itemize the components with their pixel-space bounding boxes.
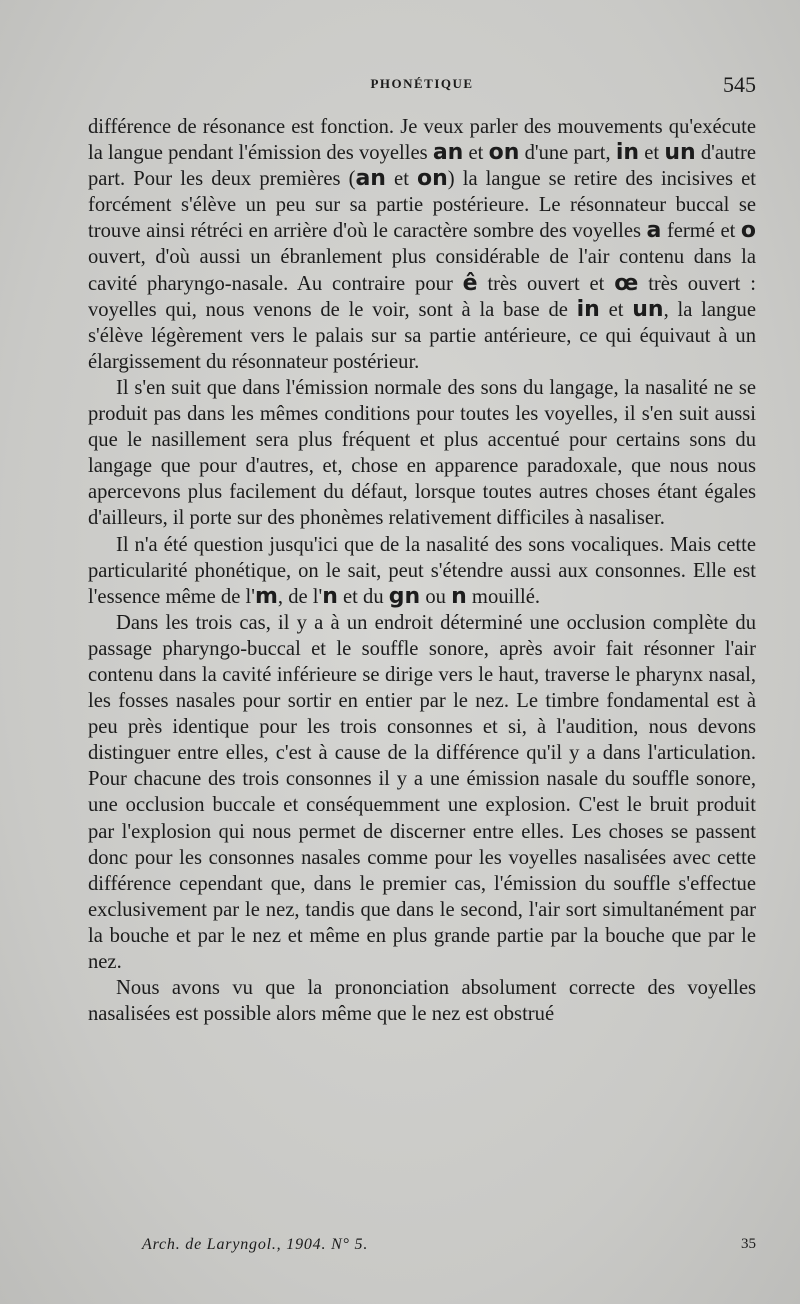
text-run: , de l' (277, 585, 323, 608)
paragraph (88, 114, 756, 375)
running-title: PHONÉTIQUE (370, 76, 474, 91)
phonetic-symbol: m (254, 583, 278, 609)
text-run: Dans les trois cas, il y a à un endroit déterminé une occlusion complète du passage pharyngo-buccal et le souffle sonore, après avoir fait résonner l'air contenu dans la cavité inférieure se dirige vers le haut, traverse le pharynx nasal, les fosses nasales pour sortir en entier par le nez. Le timbre fondamental est à peu près identique pour les trois consonnes et si, à l'audition, nous devons distinguer entre elles, c'est à cause de la différence qu'il y a dans l'articulation. Pour chacune des trois consonnes il y a une émission nasale du souffle sonore, une occlusion buccale et conséquemment une explosion. C'est le bruit produit par l'explosion qui nous permet de discerner entre elles. Les choses se passent donc pour les consonnes nasales comme pour les voyelles nasalisées avec cette différence cependant que, dans le premier cas, l'émission du souffle s'effectue exclusivement par le nez, tandis que dans le second, l'air sort simultanément par la bouche et par le nez et même en plus grande partie par la bouche que par le nez. (88, 611, 756, 973)
phonetic-symbol: un (664, 140, 696, 166)
journal-reference: Arch. de Laryngol., 1904. N° 5. (142, 1236, 369, 1253)
phonetic-symbol: in (576, 296, 600, 322)
phonetic-symbol: un (632, 296, 664, 322)
page-header (88, 72, 756, 102)
text-run: , la langue s'élève légèrement vers le palais sur sa partie antérieure, ce qui équivaut à un élargissement du résonnateur postérieur. (88, 298, 756, 373)
text-run: et (599, 298, 633, 321)
page-footer (142, 1236, 756, 1260)
text-run: ou (420, 585, 452, 608)
text-run: Il n'a été question jusqu'ici que de la nasalité des sons vocaliques. Mais cette particularité phonétique, on le sait, peut s'étendre aussi aux consonnes. Elle est l'essence même de l' (88, 533, 756, 608)
text-run: et (385, 168, 418, 191)
text-run: et (639, 142, 665, 165)
text-run: ouvert, d'où aussi un ébranlement plus considérable de l'air contenu dans la cavité pharyngo-nasale. Au contraire pour (88, 246, 756, 295)
phonetic-symbol: an (432, 140, 464, 166)
paragraph (88, 532, 756, 610)
text-run: et du (337, 585, 389, 608)
text-run: d'autre part. Pour les deux premières ( (88, 142, 756, 191)
phonetic-symbol: an (355, 166, 386, 192)
phonetic-symbol: on (488, 140, 520, 166)
page-number: 545 (723, 72, 756, 97)
phonetic-symbol: gn (388, 583, 421, 609)
paragraph (88, 975, 756, 1027)
text-run: d'une part, (519, 142, 616, 165)
phonetic-symbol: n (322, 583, 338, 609)
phonetic-symbol: in (615, 140, 640, 166)
text-run: Il s'en suit que dans l'émission normale des sons du langage, la nasalité ne se produit pas dans les mêmes conditions pour toutes les voyelles, il s'en suit aussi que le nasillement sera plus fréquent et plus accentué pour certains sons du langage que pour d'autres, et, chose en apparence paradoxale, que nous nous apercevons plus facilement du défaut, lorsque toutes autres choses étant égales d'ailleurs, il porte sur des phonèmes relativement difficiles à nasaliser. (88, 376, 756, 530)
text-run: et (463, 142, 489, 165)
text-run: ) la langue se retire des incisives et forcément s'élève un peu sur sa partie postérieure. Le résonnateur buccal se trouve ainsi rétréci en arrière d'où le caractère sombre des voyelles (88, 168, 756, 243)
text-run: très ouvert et (477, 272, 615, 295)
paragraph (88, 375, 756, 532)
text-run: mouillé. (466, 585, 540, 608)
text-run: Nous avons vu que la prononciation absolument correcte des voyelles nasalisées est possible alors même que le nez est obstrué (88, 977, 756, 1026)
phonetic-symbol: ê (462, 270, 478, 296)
phonetic-symbol: œ (614, 270, 639, 296)
phonetic-symbol: o (740, 218, 757, 244)
text-run: différence de résonance est fonction. Je veux parler des mouvements qu'exécute la langue pendant l'émission des voyelles (88, 116, 756, 165)
sheet-number: 35 (741, 1236, 756, 1252)
phonetic-symbol: n (451, 583, 467, 609)
text-run: fermé et (661, 220, 741, 243)
phonetic-symbol: on (417, 166, 448, 192)
paragraph (88, 610, 756, 975)
body-text (88, 114, 756, 1027)
phonetic-symbol: a (646, 218, 662, 244)
text-run: très ouvert : voyelles qui, nous venons de le voir, sont à la base de (88, 272, 756, 321)
